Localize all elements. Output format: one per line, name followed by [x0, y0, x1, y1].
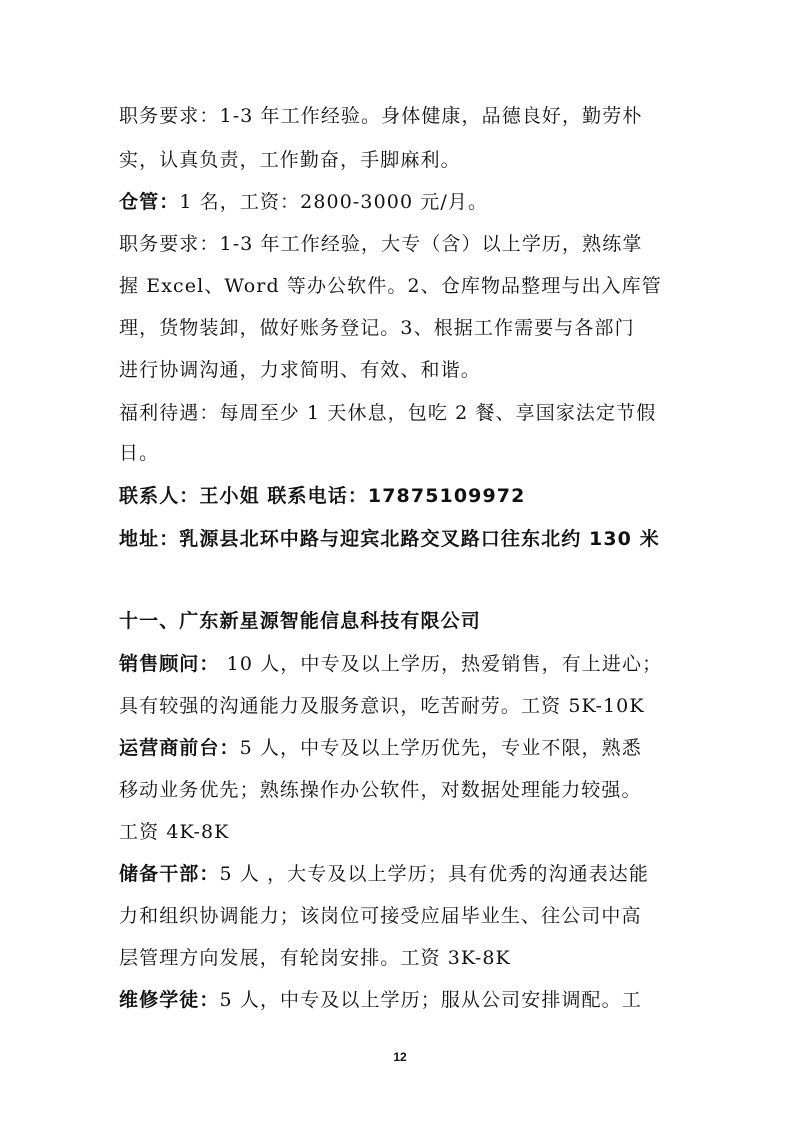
- text-line: [119, 316, 699, 340]
- job-title: 仓管：: [119, 191, 180, 213]
- job-title-line: [119, 988, 699, 1012]
- line-text: 层管理方向发展，有轮岗安排。工资 3K-8K: [119, 947, 511, 969]
- line-text: 理，货物装卸，做好账务登记。3、根据工作需要与各部门: [119, 317, 635, 339]
- text-line: [119, 401, 699, 425]
- job-detail: 10 人，中专及以上学历，热爱销售，有上进心；: [219, 653, 663, 675]
- page-number: 12: [393, 1050, 407, 1064]
- job-title-line: [119, 862, 699, 886]
- job-detail: 5 人，中专及以上学历；服从公司安排调配。工: [219, 989, 642, 1011]
- text-line: [119, 274, 699, 298]
- line-text: 福利待遇：每周至少 1 天休息，包吃 2 餐、享国家法定节假: [119, 402, 657, 424]
- job-detail: 5 人，中专及以上学历优先，专业不限，熟悉: [239, 737, 642, 759]
- line-text: 进行协调沟通，力求简明、有效、和谐。: [119, 359, 481, 381]
- line-text: 日。: [119, 442, 160, 464]
- job-title: 运营商前台：: [119, 737, 240, 759]
- line-text: 力和组织协调能力；该岗位可接受应届毕业生、往公司中高: [119, 905, 642, 927]
- line-text: 工资 4K-8K: [119, 821, 230, 843]
- contact-line: [119, 484, 699, 508]
- line-text: 实，认真负责，工作勤奋，手脚麻利。: [119, 149, 461, 171]
- text-line: [119, 904, 699, 928]
- job-detail: 5 人 ，大专及以上学历；具有优秀的沟通表达能: [219, 863, 649, 885]
- text-line: [119, 358, 699, 382]
- line-text: 移动业务优先；熟练操作办公软件，对数据处理能力较强。: [119, 779, 642, 801]
- job-title-line: [119, 652, 699, 676]
- text-line: [119, 694, 699, 718]
- text-line: [119, 148, 699, 172]
- company-heading: 十一、广东新星源智能信息科技有限公司: [119, 610, 481, 632]
- job-title: 销售顾问：: [119, 653, 220, 675]
- job-title-line: [119, 190, 699, 214]
- text-line: [119, 820, 699, 844]
- job-title: 维修学徒：: [119, 989, 220, 1011]
- line-text: 握 Excel、Word 等办公软件。2、仓库物品整理与出入库管: [119, 275, 662, 297]
- text-line: [119, 778, 699, 802]
- text-line: [119, 441, 699, 465]
- job-detail: 1 名，工资：2800-3000 元/月。: [179, 191, 489, 213]
- line-text: 职务要求：1-3 年工作经验，大专（含）以上学历，熟练掌: [119, 233, 643, 255]
- job-title-line: [119, 736, 699, 760]
- address-info: 地址：乳源县北环中路与迎宾北路交叉路口往东北约 130 米: [119, 528, 660, 550]
- address-line: [119, 527, 699, 551]
- job-title: 储备干部：: [119, 863, 220, 885]
- text-line: [119, 946, 699, 970]
- line-text: 职务要求：1-3 年工作经验。身体健康，品德良好，勤劳朴: [119, 105, 643, 127]
- company-heading-line: [119, 609, 699, 633]
- text-line: [119, 104, 699, 128]
- line-text: 具有较强的沟通能力及服务意识，吃苦耐劳。工资 5K-10K: [119, 695, 645, 717]
- text-line: [119, 232, 699, 256]
- contact-info: 联系人：王小姐 联系电话：17875109972: [119, 485, 526, 507]
